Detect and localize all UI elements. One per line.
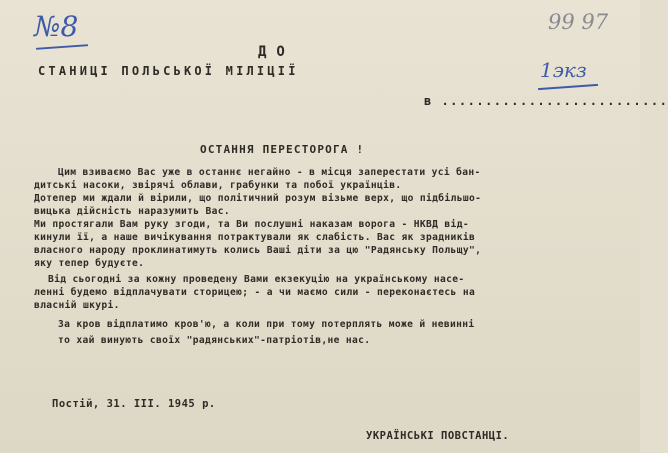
body-line: За кров відплатимо кров'ю, а коли при тому потерплять може й невинні bbox=[58, 319, 475, 330]
header-to: ДО bbox=[258, 44, 295, 60]
handwritten-page-number: 99 97 bbox=[548, 10, 609, 34]
number-mark-underline bbox=[36, 44, 88, 50]
document-title: ОСТАННЯ ПЕРЕСТОРОГА ! bbox=[200, 143, 365, 156]
body-line: Від сьогодні за кожну проведену Вами екзекуцію на українському насе- bbox=[48, 274, 465, 285]
body-line: Дотепер ми ждали й вірили, що політичний розум візьме верх, що підбільшо- bbox=[34, 193, 482, 204]
body-line: кинули її, а наше вичікування потрактували як слабість. Вас як зрадників bbox=[34, 232, 476, 243]
body-line: Цим взиваємо Вас уже в останнє негайно - в місця заперестати усі бан- bbox=[58, 167, 481, 178]
body-line: ленні будемо відплачувати сторицею; - а чи маємо сили - переконаєтесь на bbox=[34, 287, 476, 298]
copies-mark-underline bbox=[538, 84, 598, 90]
handwritten-number-mark: №8 bbox=[34, 10, 79, 43]
header-location-line: в .......................... bbox=[424, 94, 668, 108]
body-line: то хай винують своїх "радянських"-патріотів,не нас. bbox=[58, 335, 371, 346]
document-date: Постій, 31. ІІІ. 1945 р. bbox=[52, 398, 216, 410]
body-line: вицька дійсність наразумить Вас. bbox=[34, 206, 231, 217]
body-line: Ми простягали Вам руку згоди, та Ви послушні наказам ворога - НКВД від- bbox=[34, 219, 469, 230]
body-line: дитські насоки, звірячі облави, грабунки та побої українців. bbox=[34, 180, 402, 191]
handwritten-copies-mark: 1экз bbox=[540, 58, 587, 82]
body-line: яку тепер будуєте. bbox=[34, 258, 145, 269]
body-line: власній шкурі. bbox=[34, 300, 120, 311]
document-signature: УКРАЇНСЬКІ ПОВСТАНЦІ. bbox=[366, 430, 510, 442]
header-addressee: СТАНИЦІ ПОЛЬСЬКОЇ МІЛІЦІЇ bbox=[38, 64, 299, 78]
body-line: власного народу проклинатимуть колись Ваші діти за цю "Радянську Польщу", bbox=[34, 245, 482, 256]
